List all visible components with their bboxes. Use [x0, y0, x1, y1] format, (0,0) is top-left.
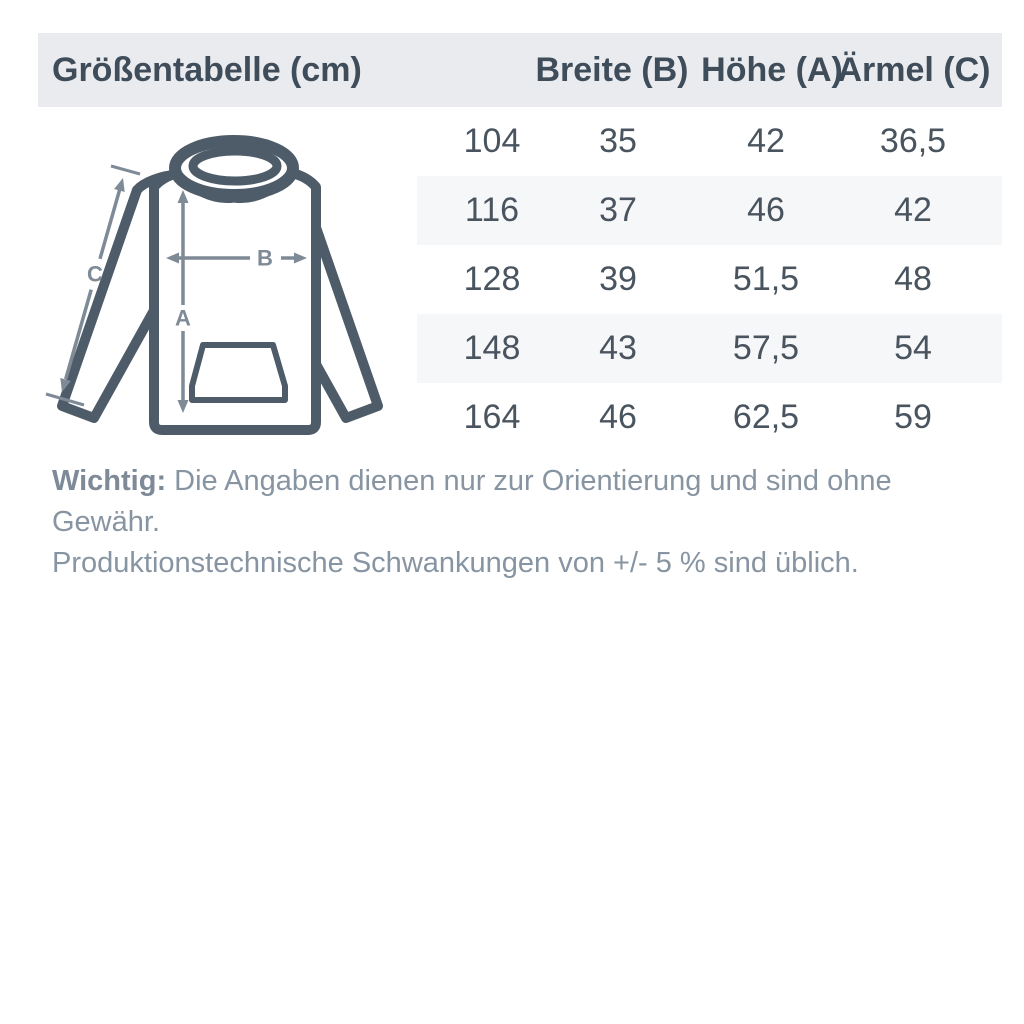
note-line-2: [52, 543, 972, 584]
hood-inner-ring: [193, 151, 277, 181]
cell-breite: 46: [599, 398, 637, 436]
label-b: B: [257, 245, 273, 271]
table-row: [417, 383, 1002, 452]
cell-breite: 39: [599, 260, 637, 298]
note-line-1: [52, 461, 972, 543]
size-table: [417, 107, 1002, 452]
cell-aermel: 48: [894, 260, 932, 298]
page-title: Größentabelle (cm): [52, 51, 362, 89]
table-header-bar: [38, 33, 1002, 107]
note-emphasis: Wichtig:: [52, 465, 167, 497]
table-row: [417, 245, 1002, 314]
table-row: [417, 176, 1002, 245]
cell-hoehe: 42: [747, 122, 785, 160]
label-a: A: [175, 305, 191, 331]
label-c: C: [87, 261, 103, 287]
disclaimer-note: [52, 461, 972, 584]
cell-size: 148: [463, 329, 521, 367]
cell-aermel: 54: [894, 329, 932, 367]
cell-size: 116: [464, 191, 520, 229]
note-text-2: Produktionstechnische Schwankungen von +/- 5 % sind üblich.: [52, 547, 859, 579]
cell-aermel: 59: [894, 398, 932, 436]
hood: [175, 141, 293, 199]
cell-aermel: 36,5: [879, 122, 947, 160]
cell-breite: 43: [599, 329, 637, 367]
column-header-hoehe: Höhe (A): [701, 51, 843, 89]
hoodie-measurement-diagram: [40, 118, 400, 448]
cell-breite: 37: [599, 191, 637, 229]
cell-size: 104: [463, 122, 521, 160]
cell-aermel: 42: [894, 191, 932, 229]
cell-hoehe: 51,5: [732, 260, 800, 298]
note-text-1: Die Angaben dienen nur zur Orientierung und sind ohne Gewähr.: [52, 465, 892, 538]
cell-size: 164: [463, 398, 521, 436]
table-row: [417, 107, 1002, 176]
cell-hoehe: 57,5: [732, 329, 800, 367]
cell-hoehe: 46: [747, 191, 785, 229]
cell-hoehe: 62,5: [732, 398, 800, 436]
cell-breite: 35: [599, 122, 637, 160]
column-header-breite: Breite (B): [535, 51, 689, 89]
cell-size: 128: [463, 260, 521, 298]
table-row: [417, 314, 1002, 383]
column-header-aermel: Ärmel (C): [837, 51, 991, 89]
kangaroo-pocket: [192, 345, 285, 400]
